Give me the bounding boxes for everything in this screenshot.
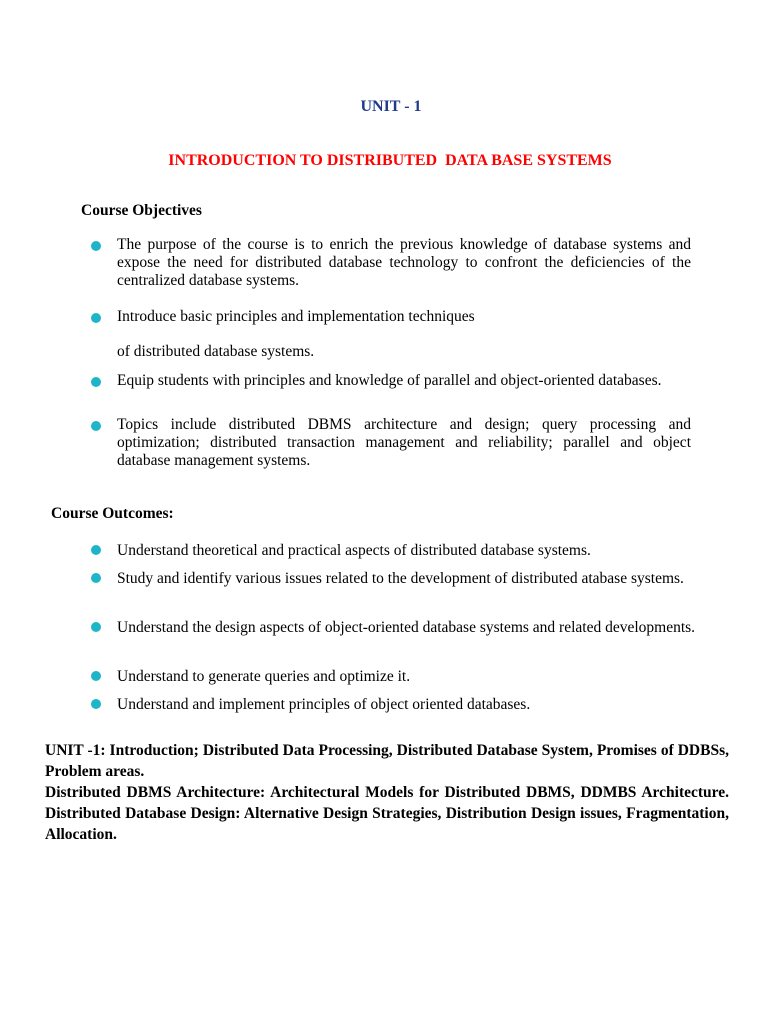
- bullet-icon: [91, 622, 101, 632]
- bullet-icon: [91, 671, 101, 681]
- bullet-icon: [91, 241, 101, 251]
- objective-text: The purpose of the course is to enrich the previous knowledge of database systems and expose the need for distributed database technology to confront the deficiencies of the centralized database systems.: [117, 236, 691, 289]
- bullet-icon: [91, 545, 101, 555]
- syllabus-paragraph: Distributed DBMS Architecture: Architectural Models for Distributed DBMS, DDMBS Architecture. Distributed Database Design: Alternative Design Strategies, Distribution Design issues, Fragmentation, Allocation.: [45, 784, 729, 843]
- course-outcomes-heading: Course Outcomes:: [51, 505, 174, 522]
- objective-text: Equip students with principles and knowledge of parallel and object-oriented databases.: [117, 372, 662, 389]
- outcome-text: Understand the design aspects of object-oriented database systems and related developments.: [117, 619, 696, 636]
- objective-item: [117, 416, 691, 470]
- outcome-item: [117, 568, 717, 589]
- bullet-icon: [91, 421, 101, 431]
- bullet-icon: [91, 313, 101, 323]
- outcome-text: Understand to generate queries and optimize it.: [117, 668, 411, 685]
- syllabus-block: [45, 740, 729, 845]
- outcome-item: [117, 540, 717, 561]
- outcome-text: Study and identify various issues related to the development of distributed atabase systems.: [117, 570, 684, 587]
- main-title: INTRODUCTION TO DISTRIBUTED DATA BASE SYSTEMS: [168, 152, 612, 169]
- objective-continuation: of distributed database systems.: [117, 343, 315, 360]
- outcome-item: [117, 694, 717, 715]
- unit-title: UNIT - 1: [360, 98, 422, 115]
- course-objectives-heading: Course Objectives: [81, 202, 202, 219]
- outcome-text: Understand and implement principles of object oriented databases.: [117, 696, 531, 713]
- objective-item: [117, 372, 691, 390]
- bullet-icon: [91, 699, 101, 709]
- bullet-icon: [91, 573, 101, 583]
- objective-text: Introduce basic principles and implementation techniques: [117, 308, 475, 325]
- objective-item: [117, 236, 691, 290]
- outcome-item: [117, 617, 717, 638]
- outcome-item: [117, 666, 717, 687]
- bullet-icon: [91, 377, 101, 387]
- objective-text: Topics include distributed DBMS architecture and design; query processing and optimization; distributed transaction management and reliability; parallel and object database management systems.: [117, 416, 691, 469]
- outcome-text: Understand theoretical and practical aspects of distributed database systems.: [117, 542, 591, 559]
- objective-item: [117, 308, 691, 326]
- syllabus-paragraph: UNIT -1: Introduction; Distributed Data Processing, Distributed Database System, Promises of DDBSs, Problem areas.: [45, 742, 729, 780]
